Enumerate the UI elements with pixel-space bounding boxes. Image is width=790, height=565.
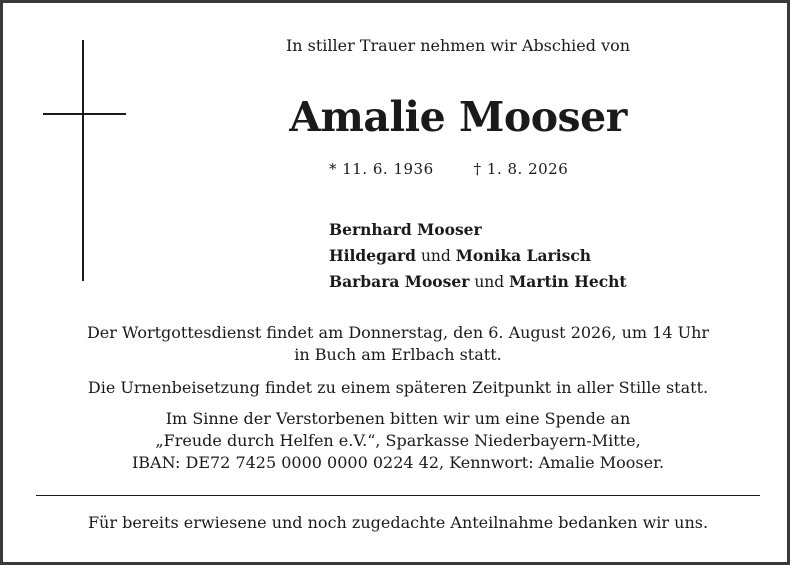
deceased-name: Amalie Mooser <box>289 93 627 141</box>
mourner-connector: und <box>416 247 456 265</box>
cross-icon <box>82 40 84 281</box>
donation-line: „Freude durch Helfen e.V.“, Sparkasse Niederbayern-Mitte, <box>155 431 641 450</box>
divider <box>36 495 760 496</box>
mourner-name: Monika Larisch <box>455 246 592 265</box>
death-date: † 1. 8. 2026 <box>473 160 569 178</box>
thanks-text: Für bereits erwiesene und noch zugedachte Anteilnahme bedanken wir uns. <box>87 513 709 532</box>
mourners-list <box>329 217 627 295</box>
service-line: in Buch am Erlbach statt. <box>294 345 502 364</box>
life-dates <box>329 160 568 178</box>
service-line: Der Wortgottesdienst findet am Donnerstag, den 6. August 2026, um 14 Uhr <box>86 323 710 342</box>
donation-line: IBAN: DE72 7425 0000 0000 0224 42, Kennwort: Amalie Mooser. <box>131 453 665 472</box>
intro-text: In stiller Trauer nehmen wir Abschied von <box>285 36 631 55</box>
mourner-line <box>329 269 627 295</box>
mourner-name: Hildegard <box>329 246 417 265</box>
donation-line: Im Sinne der Verstorbenen bitten wir um eine Spende an <box>165 409 631 428</box>
mourner-name: Martin Hecht <box>509 272 627 291</box>
mourner-name: Bernhard Mooser <box>329 220 482 239</box>
mourner-line <box>329 217 627 243</box>
birth-date: * 11. 6. 1936 <box>329 160 434 178</box>
donation-info <box>23 408 773 474</box>
mourner-name: Barbara Mooser <box>329 272 470 291</box>
burial-info: Die Urnenbeisetzung findet zu einem späteren Zeitpunkt in aller Stille statt. <box>87 378 709 397</box>
service-info <box>23 322 773 366</box>
mourner-line <box>329 243 627 269</box>
mourner-connector: und <box>469 273 510 291</box>
